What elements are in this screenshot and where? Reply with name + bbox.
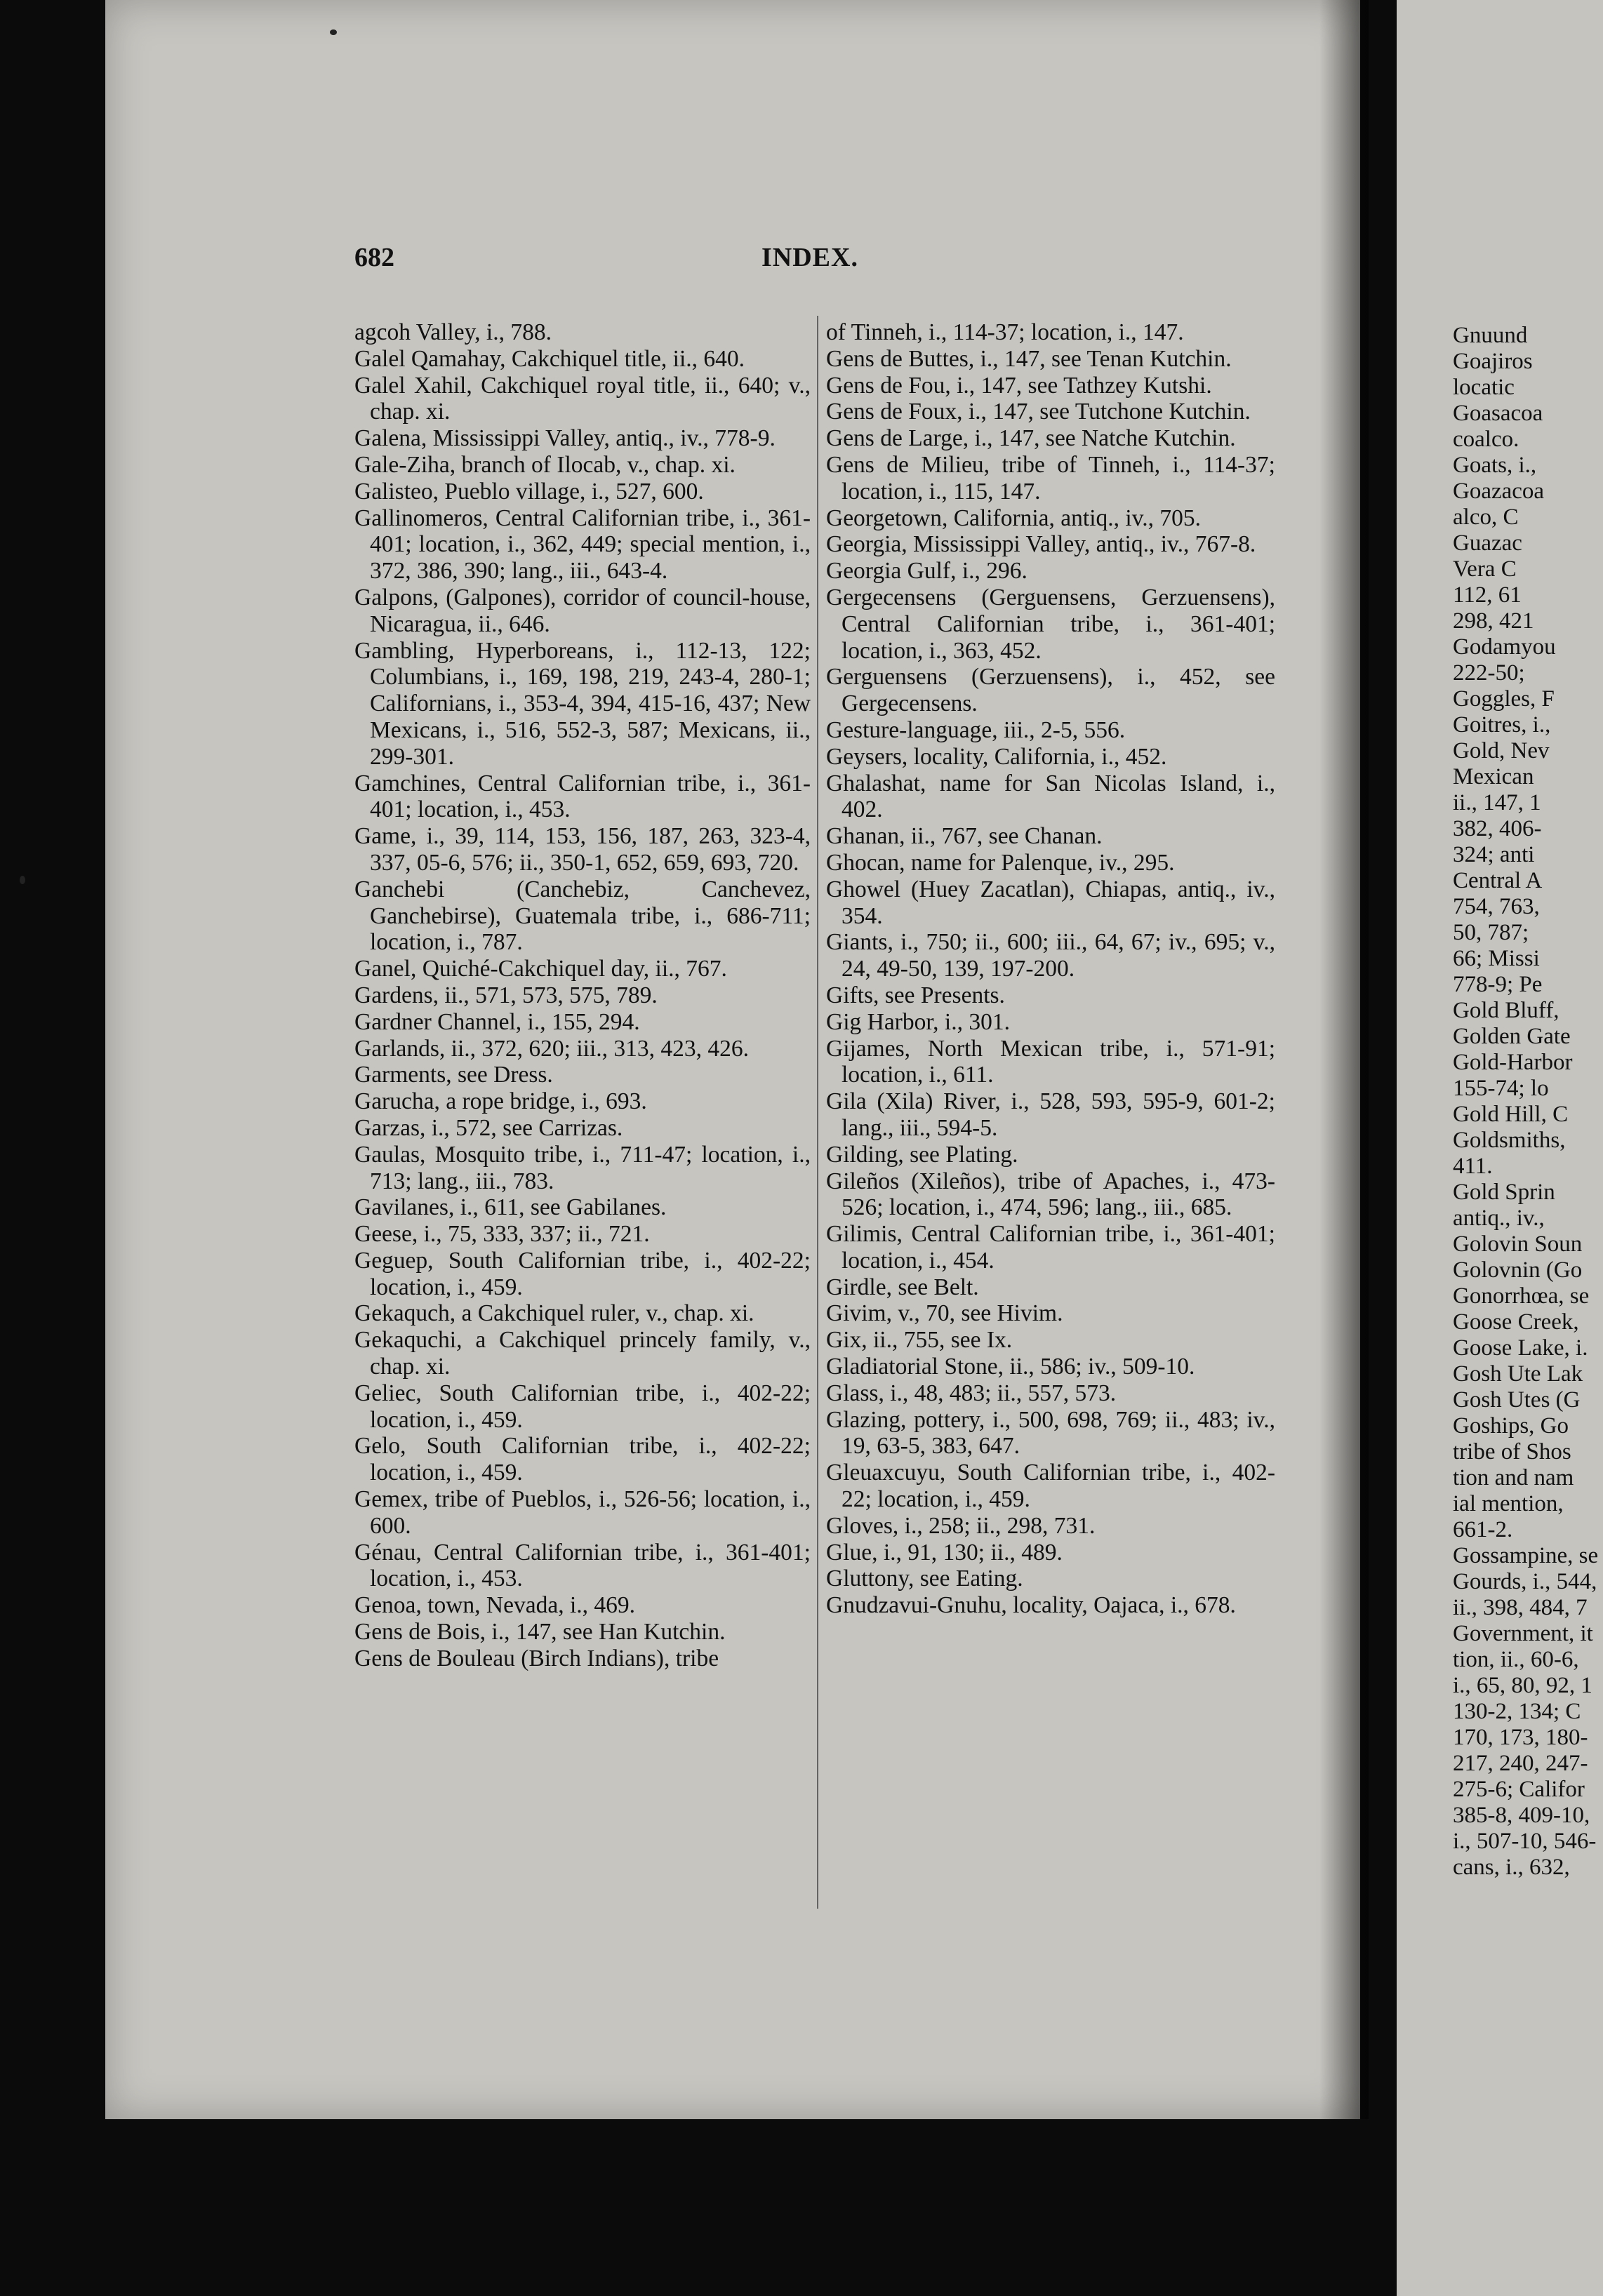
- index-entry: Gerguensens (Gerzuensens), i., 452, see Gergecensens.: [826, 664, 1275, 717]
- index-entry: Gila (Xila) River, i., 528, 593, 595-9, 601-2; lang., iii., 594-5.: [826, 1088, 1275, 1141]
- index-entry: Galel Xahil, Cakchiquel royal title, ii., 640; v., chap. xi.: [354, 372, 811, 425]
- index-entry: Gnudzavui-Gnuhu, locality, Oajaca, i., 678.: [826, 1592, 1236, 1619]
- index-entry: 50, 787;: [1453, 920, 1529, 945]
- index-entry: Gens de Foux, i., 147, see Tutchone Kutchin.: [826, 399, 1251, 425]
- index-entry: Galpons, (Galpones), corridor of council-house, Nicaragua, ii., 646.: [354, 584, 811, 637]
- index-entry: Gallinomeros, Central Californian tribe, i., 361-401; location, i., 362, 449; special mention, i., 372, 386, 390; lang., iii., 643-4.: [354, 505, 811, 585]
- index-entry: Gix, ii., 755, see Ix.: [826, 1327, 1013, 1354]
- index-entry: Gifts, see Presents.: [826, 982, 1005, 1008]
- index-entry: Gardner Channel, i., 155, 294.: [354, 1008, 640, 1035]
- index-entry: Gold Bluff,: [1453, 998, 1559, 1023]
- index-entry: Gold-Harbor: [1453, 1050, 1573, 1075]
- index-entry: Garzas, i., 572, see Carrizas.: [354, 1114, 623, 1141]
- index-entry: Gale-Ziha, branch of Ilocab, v., chap. xi.: [354, 451, 736, 478]
- index-entry: Geese, i., 75, 333, 337; ii., 721.: [354, 1221, 650, 1248]
- index-entry: Gleuaxcuyu, South Californian tribe, i., 402-22; location, i., 459.: [826, 1460, 1275, 1513]
- index-entry: Ghalashat, name for San Nicolas Island, i., 402.: [826, 770, 1275, 823]
- index-entry: Gosh Ute Lak: [1453, 1361, 1583, 1387]
- index-entry: Gijames, North Mexican tribe, i., 571-91; location, i., 611.: [826, 1035, 1275, 1088]
- index-entry: Gileños (Xileños), tribe of Apaches, i., 473-526; location, i., 474, 596; lang., iii., 685.: [826, 1168, 1275, 1221]
- index-entry: Garments, see Dress.: [354, 1062, 553, 1088]
- index-entry: Geliec, South Californian tribe, i., 402-22; location, i., 459.: [354, 1380, 811, 1433]
- index-entry: Gens de Milieu, tribe of Tinneh, i., 114-37; location, i., 115, 147.: [826, 451, 1275, 505]
- index-entry: 382, 406-: [1453, 816, 1542, 841]
- index-entry: Gens de Bois, i., 147, see Han Kutchin.: [354, 1619, 726, 1646]
- index-entry: agcoh Valley, i., 788.: [354, 319, 552, 345]
- index-entry: Gens de Buttes, i., 147, see Tenan Kutchin.: [826, 345, 1232, 372]
- index-entry: locatic: [1453, 375, 1515, 400]
- index-entry: Gemex, tribe of Pueblos, i., 526-56; location, i., 600.: [354, 1486, 811, 1539]
- index-entry: Gavilanes, i., 611, see Gabilanes.: [354, 1194, 667, 1221]
- index-entry: ial mention,: [1453, 1491, 1564, 1516]
- index-entry: Georgetown, California, antiq., iv., 705.: [826, 505, 1202, 531]
- index-entry: Gelo, South Californian tribe, i., 402-22; location, i., 459.: [354, 1433, 811, 1486]
- ink-speck: [20, 876, 25, 884]
- index-entry: Ganel, Quiché-Cakchiquel day, ii., 767.: [354, 956, 727, 982]
- index-entry: Gossampine, se: [1453, 1543, 1599, 1568]
- index-entry: Gourds, i., 544,: [1453, 1569, 1597, 1594]
- index-entry: Goships, Go: [1453, 1413, 1569, 1439]
- index-entry: alco, C: [1453, 505, 1519, 530]
- index-entry: Gardens, ii., 571, 573, 575, 789.: [354, 982, 658, 1008]
- index-entry: Gonorrhœa, se: [1453, 1283, 1590, 1309]
- index-entry: Goose Lake, i.: [1453, 1335, 1588, 1361]
- index-entry: Galena, Mississippi Valley, antiq., iv., 778-9.: [354, 425, 776, 452]
- index-entry: tion and nam: [1453, 1465, 1574, 1490]
- index-entry: ii., 398, 484, 7: [1453, 1595, 1588, 1620]
- index-entry: Gold Hill, C: [1453, 1102, 1569, 1127]
- index-entry: Gnuund: [1453, 323, 1528, 348]
- index-entry: cans, i., 632,: [1453, 1855, 1570, 1880]
- index-entry: Gens de Fou, i., 147, see Tathzey Kutshi.: [826, 372, 1212, 399]
- index-entry: Guazac: [1453, 530, 1522, 556]
- index-entry: Génau, Central Californian tribe, i., 361-401; location, i., 453.: [354, 1539, 811, 1592]
- index-entry: Ghanan, ii., 767, see Chanan.: [826, 823, 1103, 850]
- index-entry: Goasacoa: [1453, 401, 1543, 426]
- index-entry: 754, 763,: [1453, 894, 1540, 919]
- index-entry: 112, 61: [1453, 582, 1522, 608]
- page-gutter-shadow: [1319, 0, 1369, 2119]
- index-entry: 661-2.: [1453, 1517, 1513, 1542]
- index-entry: Gluttony, see Eating.: [826, 1566, 1023, 1592]
- index-entry: Godamyou: [1453, 634, 1556, 660]
- index-entry: i., 65, 80, 92, 1: [1453, 1673, 1592, 1698]
- index-entry: 155-74; lo: [1453, 1076, 1549, 1101]
- index-entry: Gilimis, Central Californian tribe, i., 361-401; location, i., 454.: [826, 1221, 1275, 1274]
- index-entry: Gosh Utes (G: [1453, 1387, 1581, 1413]
- index-entry: 385-8, 409-10,: [1453, 1803, 1590, 1828]
- index-entry: Glazing, pottery, i., 500, 698, 769; ii., 483; iv., 19, 63-5, 383, 647.: [826, 1406, 1275, 1460]
- page-header: [354, 242, 874, 291]
- index-entry: 66; Missi: [1453, 946, 1540, 971]
- index-entry: Government, it: [1453, 1621, 1593, 1646]
- index-entry: Girdle, see Belt.: [826, 1274, 979, 1300]
- index-entry: Goajiros: [1453, 349, 1533, 374]
- index-entry: Georgia Gulf, i., 296.: [826, 558, 1027, 585]
- index-entry: Geysers, locality, California, i., 452.: [826, 743, 1167, 770]
- index-entry: 411.: [1453, 1154, 1493, 1179]
- index-entry: Goggles, F: [1453, 686, 1555, 712]
- index-entry: Gens de Bouleau (Birch Indians), tribe: [354, 1645, 719, 1671]
- index-entry: Gaulas, Mosquito tribe, i., 711-47; location, i., 713; lang., iii., 783.: [354, 1141, 811, 1194]
- index-entry: Ghowel (Huey Zacatlan), Chiapas, antiq., iv., 354.: [826, 876, 1275, 929]
- running-title: INDEX.: [761, 243, 858, 272]
- index-entry: Golovin Soun: [1453, 1232, 1583, 1257]
- index-entry: Genoa, town, Nevada, i., 469.: [354, 1592, 636, 1619]
- index-entry: 222-50;: [1453, 660, 1525, 686]
- index-entry: Goazacoa: [1453, 479, 1545, 504]
- index-column-left: [354, 319, 811, 1672]
- index-column-right: [826, 319, 1275, 1619]
- index-entry: Georgia, Mississippi Valley, antiq., iv., 767-8.: [826, 531, 1256, 558]
- index-entry: Garucha, a rope bridge, i., 693.: [354, 1088, 647, 1115]
- index-entry: Gilding, see Plating.: [826, 1141, 1018, 1168]
- index-entry: Gladiatorial Stone, ii., 586; iv., 509-10.: [826, 1354, 1195, 1380]
- index-entry: Central A: [1453, 868, 1543, 893]
- page-number: 682: [354, 243, 394, 272]
- index-entry: Glue, i., 91, 130; ii., 489.: [826, 1539, 1063, 1566]
- index-entry: tion, ii., 60-6,: [1453, 1647, 1579, 1672]
- index-entry: Game, i., 39, 114, 153, 156, 187, 263, 323-4, 337, 05-6, 576; ii., 350-1, 652, 659, 693, 720.: [354, 823, 811, 876]
- index-entry: Gold, Nev: [1453, 738, 1550, 763]
- index-entry: Glass, i., 48, 483; ii., 557, 573.: [826, 1380, 1117, 1406]
- index-entry: 298, 421: [1453, 608, 1534, 634]
- index-entry: Geguep, South Californian tribe, i., 402-22; location, i., 459.: [354, 1247, 811, 1300]
- index-entry: of Tinneh, i., 114-37; location, i., 147.: [826, 319, 1184, 345]
- index-entry: Gamchines, Central Californian tribe, i., 361-401; location, i., 453.: [354, 770, 811, 823]
- index-entry: Garlands, ii., 372, 620; iii., 313, 423, 426.: [354, 1035, 750, 1062]
- ink-speck: [330, 29, 337, 35]
- index-entry: tribe of Shos: [1453, 1439, 1571, 1464]
- index-entry: Goats, i.,: [1453, 453, 1537, 478]
- index-entry: Galel Qamahay, Cakchiquel title, ii., 640.: [354, 345, 745, 372]
- index-entry: 170, 173, 180-: [1453, 1725, 1588, 1750]
- index-entry: Gergecensens (Gerguensens, Gerzuensens), Central Californian tribe, i., 361-401; location, i., 363, 452.: [826, 584, 1275, 664]
- index-entry: 217, 240, 247-: [1453, 1751, 1588, 1776]
- index-entry: Givim, v., 70, see Hivim.: [826, 1300, 1063, 1327]
- index-entry: Gekaquchi, a Cakchiquel princely family, v., chap. xi.: [354, 1327, 811, 1380]
- index-entry: Galisteo, Pueblo village, i., 527, 600.: [354, 478, 704, 505]
- index-entry: ii., 147, 1: [1453, 790, 1541, 815]
- index-entry: Goose Creek,: [1453, 1309, 1579, 1335]
- index-entry: i., 507-10, 546-: [1453, 1829, 1597, 1854]
- index-entry: antiq., iv.,: [1453, 1206, 1545, 1231]
- index-entry: Ganchebi (Canchebiz, Canchevez, Ganchebirse), Guatemala tribe, i., 686-711; location, i., 787.: [354, 876, 811, 956]
- index-entry: Gloves, i., 258; ii., 298, 731.: [826, 1512, 1096, 1539]
- index-column-partial: [1453, 323, 1603, 2260]
- index-entry: Gens de Large, i., 147, see Natche Kutchin.: [826, 425, 1236, 452]
- index-entry: Gold Sprin: [1453, 1180, 1555, 1205]
- index-entry: Golovnin (Go: [1453, 1257, 1583, 1283]
- column-rule: [817, 316, 818, 1909]
- index-entry: 324; anti: [1453, 842, 1535, 867]
- index-entry: Mexican: [1453, 764, 1534, 789]
- index-entry: Vera C: [1453, 556, 1517, 582]
- index-entry: Gig Harbor, i., 301.: [826, 1008, 1010, 1035]
- index-entry: Goldsmiths,: [1453, 1128, 1566, 1153]
- index-entry: Giants, i., 750; ii., 600; iii., 64, 67; iv., 695; v., 24, 49-50, 139, 197-200.: [826, 929, 1275, 982]
- index-entry: Gesture-language, iii., 2-5, 556.: [826, 716, 1126, 743]
- index-entry: Gekaquch, a Cakchiquel ruler, v., chap. xi.: [354, 1300, 754, 1327]
- index-entry: 130-2, 134; C: [1453, 1699, 1581, 1724]
- index-entry: Gambling, Hyperboreans, i., 112-13, 122; Columbians, i., 169, 198, 219, 243-4, 280-1; Californians, i., 353-4, 394, 415-16, 437; New Mexicans, i., 516, 552-3, 587; Mexicans, ii., 299-301.: [354, 637, 811, 770]
- index-entry: 275-6; Califor: [1453, 1777, 1585, 1802]
- index-entry: Goitres, i.,: [1453, 712, 1551, 737]
- index-entry: Golden Gate: [1453, 1024, 1571, 1049]
- index-entry: coalco.: [1453, 427, 1519, 452]
- index-entry: Ghocan, name for Palenque, iv., 295.: [826, 849, 1175, 876]
- index-entry: 778-9; Pe: [1453, 972, 1543, 997]
